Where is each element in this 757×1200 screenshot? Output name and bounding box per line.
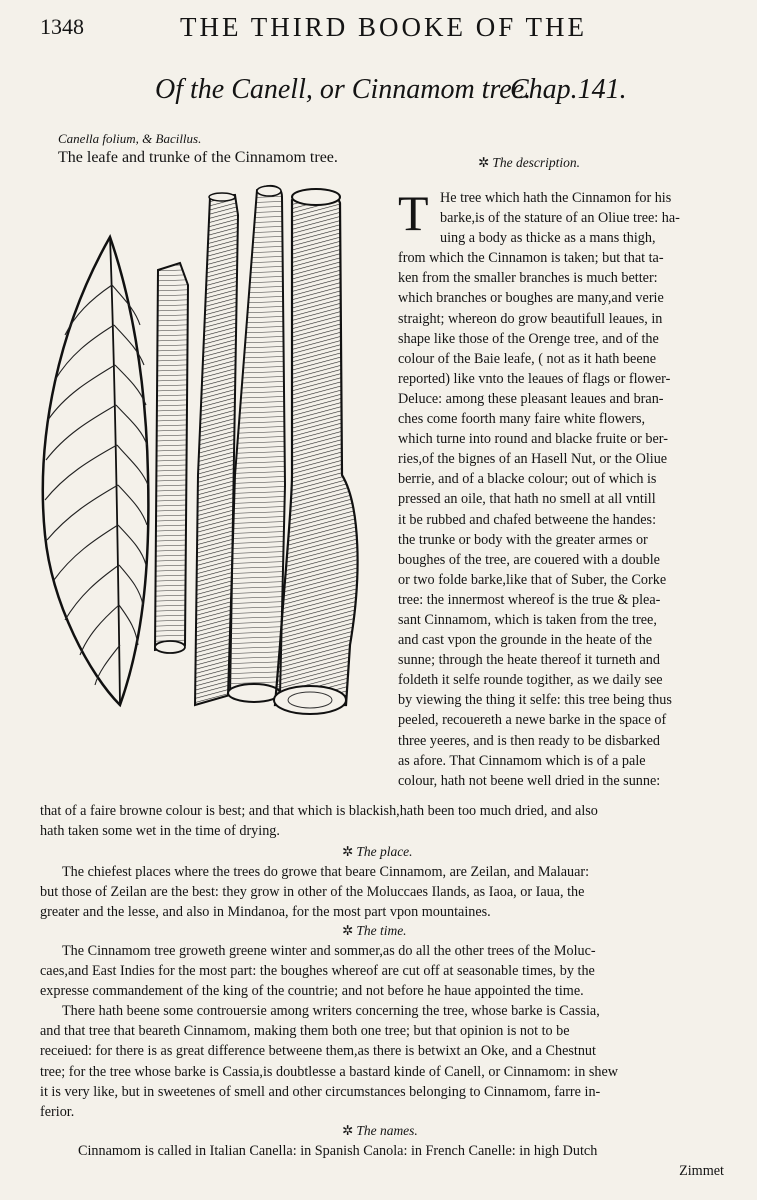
text-line: ries,of the bignes of an Hasell Nut, or the Oliue <box>398 451 668 468</box>
names-section <box>40 1141 730 1181</box>
text-line: colour, hath not beene well dried in the sunne: <box>398 772 661 789</box>
text-line: tree; for the tree whose barke is Cassia,is doubtlesse a bastard kinde of Canell, or Cinnamom: in shew <box>40 1063 618 1080</box>
text-line: receiued: for there is as great difference betweene them,as there is betwixt an Oke, and a Chestnut <box>40 1043 596 1060</box>
text-line: expresse commandement of the king of the countrie; and not before he haue appointed the time. <box>40 983 584 1000</box>
description-continuation <box>40 801 730 841</box>
bark-stick-thin <box>155 263 188 653</box>
text-line: reported) like vnto the leaues of flags or flower- <box>398 370 671 387</box>
page-number: 1348 <box>40 14 84 39</box>
catchword: Zimmet <box>679 1163 724 1180</box>
bark-trunk-thick <box>274 189 358 714</box>
text-line: which turne into round and blacke fruite or ber- <box>398 431 668 448</box>
text-line: greater and the lesse, and also in Mindanoa, for the most part vpon mountaines. <box>40 904 491 921</box>
text-line: from which the Cinnamon is taken; but that ta- <box>398 250 664 267</box>
text-line: and cast vpon the grounde in the heate of the <box>398 632 653 649</box>
text-line: sant Cinnamom, which is taken from the tree, <box>398 611 657 628</box>
text-line: straight; whereon do grow beautifull leaues, in <box>398 310 663 327</box>
text-line: Deluce: among these pleasant leaues and bran- <box>398 390 664 407</box>
text-line: as afore. That Cinnamom which is of a pale <box>398 752 646 769</box>
asterism-icon: ✲ <box>342 1123 354 1138</box>
time-heading-label: The time. <box>356 923 407 938</box>
place-heading-label: The place. <box>356 844 413 859</box>
names-heading <box>342 1123 418 1139</box>
text-line: and that tree that beareth Cinnamom, making them both one tree; but that opinion is not to be <box>40 1023 570 1040</box>
text-line: colour of the Baie leafe, ( not as it hath beene <box>398 350 657 367</box>
text-line: berrie, and of a blacke colour; out of which is <box>398 471 657 488</box>
text-line: peeled, recouereth a newe barke in the space of <box>398 712 667 729</box>
text-line: by viewing the thing it selfe: this tree being thus <box>398 692 672 709</box>
text-line: but those of Zeilan are the best: they grow in other of the Moluccaes Ilands, as Iaoa, or Iaua, the <box>40 884 585 901</box>
text-line: three yeeres, and is then ready to be disbarked <box>398 732 660 749</box>
text-line: ches come foorth many faire white flowers, <box>398 411 646 428</box>
text-line: The chiefest places where the trees do growe that beare Cinnamom, are Zeilan, and Malauar: <box>62 864 590 880</box>
text-line: Cinnamom is called in Italian Canella: in Spanish Canola: in French Canelle: in high Dutch <box>78 1143 598 1159</box>
running-head: THE THIRD BOOKE OF THE <box>180 12 587 42</box>
text-line: which branches or boughes are many,and verie <box>398 290 664 307</box>
asterism-icon: ✲ <box>342 923 354 938</box>
description-heading-label: The description. <box>492 155 581 170</box>
place-section <box>40 862 730 922</box>
text-line: He tree which hath the Cinnamon for his <box>440 190 672 206</box>
chapter-number: Chap.141. <box>510 74 627 105</box>
cinnamon-woodcut-illustration <box>30 175 370 720</box>
text-line: boughes of the tree, are couered with a double <box>398 551 660 568</box>
figure-latin-caption: Canella folium, & Bacillus. <box>58 131 202 146</box>
chapter-title: Of the Canell, or Cinnamom tree. <box>155 74 532 105</box>
text-line: pressed an oile, that hath no smell at all vntill <box>398 491 656 508</box>
text-line: it be rubbed and chafed betweene the handes: <box>398 511 657 528</box>
text-line: caes,and East Indies for the most part: the boughes whereof are cut off at seasonable times, by the <box>40 963 595 980</box>
text-line: the trunke or body with the greater armes or <box>398 531 648 548</box>
names-heading-label: The names. <box>356 1123 418 1138</box>
text-line: it is very like, but in sweetenes of smell and other circumstances belonging to Cinnamom, farre in- <box>40 1083 601 1100</box>
place-heading <box>342 844 413 860</box>
text-line: foldeth it selfe rounde togither, as we daily see <box>398 672 663 689</box>
leaf-drawing <box>43 237 149 705</box>
text-line: tree: the innermost whereof is the true & plea- <box>398 591 661 608</box>
text-line: ken from the smaller branches is much better: <box>398 270 658 287</box>
text-line: The Cinnamom tree groweth greene winter and sommer,as do all the other trees of the Moluc- <box>62 943 596 959</box>
description-heading <box>478 155 580 171</box>
text-line: barke,is of the stature of an Oliue tree: ha- <box>440 210 680 227</box>
text-line: that of a faire browne colour is best; and that which is blackish,hath been too much dried, and also <box>40 803 598 819</box>
text-line: ferior. <box>40 1103 75 1120</box>
figure-english-caption: The leafe and trunke of the Cinnamom tree. <box>58 149 338 166</box>
text-line: uing a body as thicke as a mans thigh, <box>440 230 656 247</box>
time-heading <box>342 923 407 939</box>
time-section <box>40 941 730 1122</box>
asterism-icon: ✲ <box>478 155 490 170</box>
text-line: There hath beene some controuersie among writers concerning the tree, whose barke is Cassia, <box>62 1003 600 1020</box>
text-line: shape like those of the Orenge tree, and of the <box>398 330 659 347</box>
description-column <box>398 185 736 791</box>
text-line: hath taken some wet in the time of drying. <box>40 823 280 840</box>
text-line: or two folde barke,like that of Suber, the Corke <box>398 571 667 588</box>
asterism-icon: ✲ <box>342 844 354 859</box>
text-line: sunne; through the heate thereof it turneth and <box>398 652 660 669</box>
drop-capital: T <box>398 185 429 241</box>
